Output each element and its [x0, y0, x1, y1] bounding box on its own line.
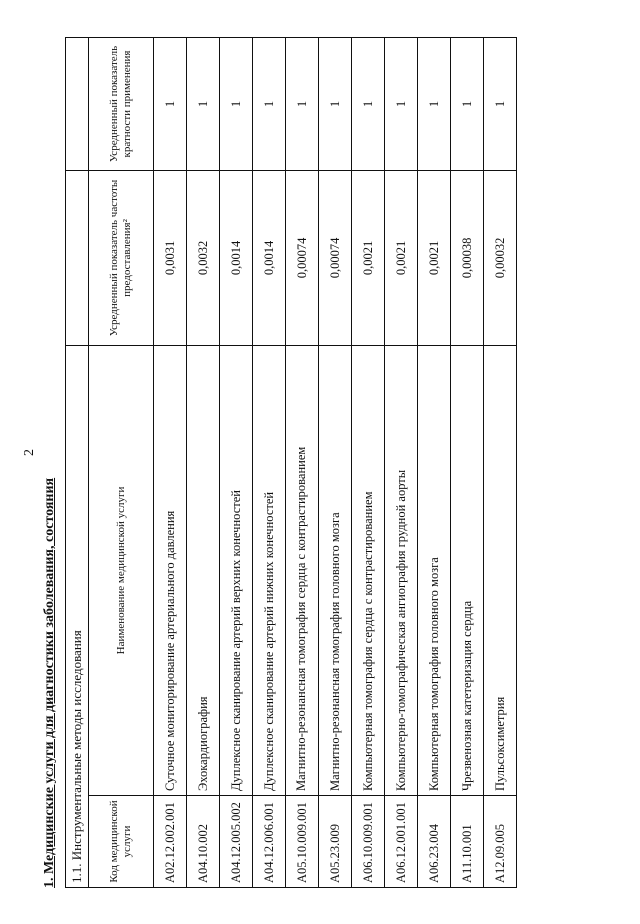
service-name: Суточное мониторирование артериального давления	[154, 345, 187, 795]
table-header-row	[89, 37, 154, 887]
service-frequency: 0,0031	[154, 170, 187, 345]
service-code: A04.10.002	[187, 796, 220, 888]
service-multiplicity: 1	[286, 37, 319, 170]
service-frequency: 0,0032	[187, 170, 220, 345]
header-code: Код медицинской услуги	[89, 796, 154, 888]
service-frequency: 0,0021	[418, 170, 451, 345]
section-title: 1. Медицинские услуги для диагностики заболевания, состояния	[42, 477, 57, 888]
subsection-row	[66, 37, 89, 887]
service-multiplicity: 1	[220, 37, 253, 170]
service-name: Эхокардиография	[187, 345, 220, 795]
service-code: A06.12.001.001	[385, 796, 418, 888]
service-code: A02.12.002.001	[154, 796, 187, 888]
service-code: A06.10.009.001	[352, 796, 385, 888]
table-row	[154, 37, 187, 887]
header-name: Наименование медицинской услуги	[89, 345, 154, 795]
service-multiplicity: 1	[319, 37, 352, 170]
rotated-page-content	[40, 38, 616, 888]
header-multiplicity: Усредненный показатель кратности применения	[89, 37, 154, 170]
service-multiplicity: 1	[253, 37, 286, 170]
service-multiplicity: 1	[352, 37, 385, 170]
service-code: A05.10.009.001	[286, 796, 319, 888]
service-frequency: 0,00032	[484, 170, 517, 345]
table-row	[286, 37, 319, 887]
service-name: Пульсоксиметрия	[484, 345, 517, 795]
table-row	[319, 37, 352, 887]
service-name: Компьютерная томография головного мозга	[418, 345, 451, 795]
service-multiplicity: 1	[451, 37, 484, 170]
table-row	[484, 37, 517, 887]
service-name: Магнитно-резонансная томография сердца с контрастированием	[286, 345, 319, 795]
service-name: Чрезвенозная катетеризация сердца	[451, 345, 484, 795]
service-name: Дуплексное сканирование артерий верхних конечностей	[220, 345, 253, 795]
service-name: Компьютерно-томографическая ангиография грудной аорты	[385, 345, 418, 795]
service-code: A04.12.005.002	[220, 796, 253, 888]
subsection-empty-cell	[66, 170, 89, 345]
service-multiplicity: 1	[385, 37, 418, 170]
services-table	[65, 37, 517, 888]
service-frequency: 0,0014	[253, 170, 286, 345]
service-frequency: 0,00074	[319, 170, 352, 345]
service-frequency: 0,0021	[352, 170, 385, 345]
subsection-empty-cell	[66, 37, 89, 170]
header-frequency: Усредненный показатель частоты предоставления²	[89, 170, 154, 345]
service-code: A12.09.005	[484, 796, 517, 888]
service-multiplicity: 1	[154, 37, 187, 170]
service-name: Магнитно-резонансная томография головного мозга	[319, 345, 352, 795]
subsection-title: 1.1. Инструментальные методы исследования	[66, 345, 89, 887]
service-multiplicity: 1	[418, 37, 451, 170]
table-row	[352, 37, 385, 887]
table-row	[253, 37, 286, 887]
service-multiplicity: 1	[187, 37, 220, 170]
page-number: 2	[22, 449, 37, 456]
service-code: A05.23.009	[319, 796, 352, 888]
table-row	[220, 37, 253, 887]
service-code: A11.10.001	[451, 796, 484, 888]
service-frequency: 0,0014	[220, 170, 253, 345]
service-code: A04.12.006.001	[253, 796, 286, 888]
service-name: Дуплексное сканирование артерий нижних конечностей	[253, 345, 286, 795]
service-code: A06.23.004	[418, 796, 451, 888]
table-row	[451, 37, 484, 887]
table-row	[418, 37, 451, 887]
service-name: Компьютерная томография сердца с контрастированием	[352, 345, 385, 795]
service-frequency: 0,0021	[385, 170, 418, 345]
table-row	[385, 37, 418, 887]
service-multiplicity: 1	[484, 37, 517, 170]
service-frequency: 0,00074	[286, 170, 319, 345]
table-row	[187, 37, 220, 887]
service-frequency: 0,00038	[451, 170, 484, 345]
